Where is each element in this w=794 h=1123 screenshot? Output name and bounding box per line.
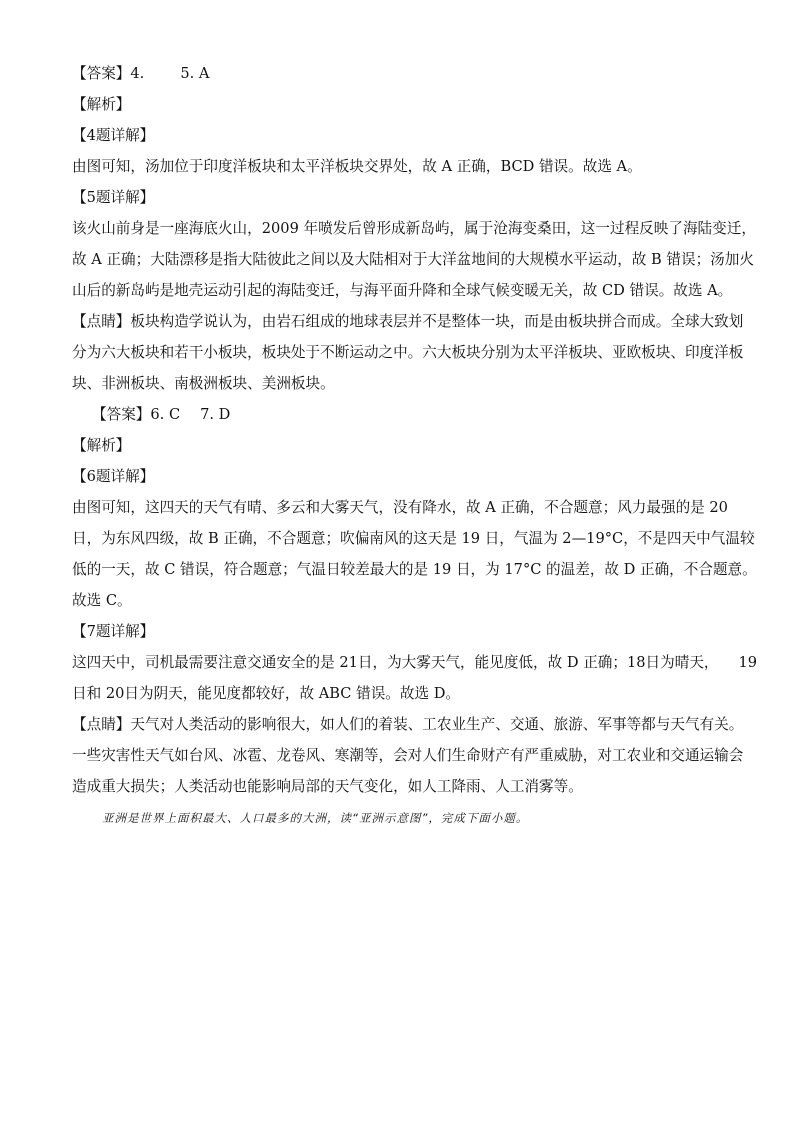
q5-detail-text-1: 该火山前身是一座海底火山，2009 年喷发后曾形成新岛屿，属于沧海变桑田，这一过程反映了海陆变迁， (72, 220, 756, 237)
q5-detail-text-3: 山后的新岛屿是地壳运动引起的海陆变迁，与海平面升降和全球气候变暖无关，故 CD 错误。故选 A。 (72, 282, 733, 299)
q6-detail-text-4: 故选 C。 (72, 592, 132, 609)
q7-detail-text-1a: 这四天中，司机最需要注意交通安全的是 21日，为大雾天气，能见度低，故 D 正确；18日为晴天， (72, 654, 719, 671)
next-question-intro: 亚洲是世界上面积最大、人口最多的大洲，读“亚洲示意图”，完成下面小题。 (102, 811, 529, 825)
q6-detail-text-1: 由图可知，这四天的天气有晴、多云和大雾天气，没有降水，故 A 正确，不合题意；风力最强的是 20 (72, 499, 728, 516)
answer-5: 5. A (180, 65, 210, 82)
answer-line-4-5 (72, 64, 726, 84)
q7-detail-text-2: 日和 20日为阴天，能见度都较好，故 ABC 错误。故选 D。 (72, 685, 460, 702)
q4-detail-heading: 【4题详解】 (72, 127, 155, 144)
analysis-heading: 【解析】 (72, 96, 131, 113)
tips-2-text-3: 造成重大损失；人类活动也能影响局部的天气变化，如人工降雨、人工消雾等。 (72, 778, 583, 795)
q7-detail-text-1 (72, 653, 758, 673)
q7-detail-text-1b: 19 (738, 654, 758, 671)
tips-1-text-1: 【点睛】板块构造学说认为，由岩石组成的地球表层并不是整体一块，而是由板块拼合而成。全球大致划 (72, 313, 744, 330)
q6-detail-text-3: 低的一天，故 C 错误，符合题意；气温日较差最大的是 19 日，为 17°C 的温差，故 D 正确，不合题意。 (72, 561, 757, 578)
tips-2-text-2: 一些灾害性天气如台风、冰雹、龙卷风、寒潮等，会对人们生命财产有严重威胁，对工农业和交通运输会 (72, 747, 744, 764)
document-body (72, 64, 758, 839)
q6-detail-text-2: 日，为东风四级，故 B 正确，不合题意；吹偏南风的这天是 19 日，气温为 2—19°C，不是四天中气温较 (72, 530, 755, 547)
q5-detail-heading: 【5题详解】 (72, 189, 155, 206)
analysis-heading-2: 【解析】 (72, 437, 131, 454)
q5-detail-text-2: 故 A 正确；大陆漂移是指大陆彼此之间以及大陆相对于大洋盆地间的大规模水平运动，故 B 错误；汤加火 (72, 251, 754, 268)
q6-detail-heading: 【6题详解】 (72, 468, 155, 485)
tips-1-text-3: 块、非洲板块、南极洲板块、美洲板块。 (72, 375, 335, 392)
tips-2-text-1: 【点睛】天气对人类活动的影响很大，如人们的着装、工农业生产、交通、旅游、军事等都与天气有关。 (72, 716, 744, 733)
tips-1-text-2: 分为六大板块和若干小板块，板块处于不断运动之中。六大板块分别为太平洋板块、亚欧板块、印度洋板 (72, 344, 744, 361)
answer-6: 【答案】6. C (92, 406, 181, 423)
q4-detail-text: 由图可知，汤加位于印度洋板块和太平洋板块交界处，故 A 正确，BCD 错误。故选 A。 (72, 158, 642, 175)
q7-detail-heading: 【7题详解】 (72, 623, 155, 640)
answer-line-6-7 (72, 405, 726, 425)
answer-label-4: 【答案】4. (72, 65, 145, 82)
answer-7: 7. D (200, 406, 231, 423)
